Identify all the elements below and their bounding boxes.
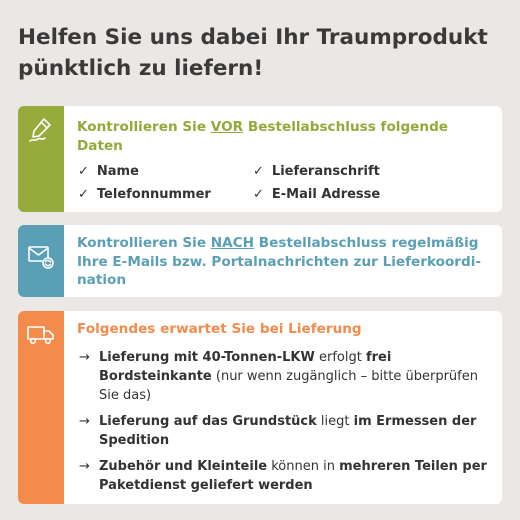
arrow-right-icon: → [79, 458, 90, 474]
card3-title: Folgendes erwartet Sie bei Lieferung [77, 321, 362, 337]
mail-sync-icon [26, 243, 56, 271]
delivery-item [77, 457, 492, 495]
card1-title-post: Bestellabschluss folgende Daten [77, 119, 449, 154]
arrow-right-icon: → [79, 349, 90, 365]
check-label: Lieferanschrift [271, 164, 380, 179]
pen-sign-icon [27, 116, 55, 144]
truck-icon [26, 323, 56, 347]
delivery-item [77, 412, 492, 450]
delivery-item-text [99, 412, 492, 450]
card1-title-emphasis: VOR [210, 119, 244, 135]
item-bold: im Ermessen der Spedition [99, 413, 477, 448]
card-stripe-green [18, 106, 64, 212]
card-stripe-blue [18, 225, 64, 297]
card2-title-emphasis: NACH [210, 235, 255, 251]
check-item [78, 164, 253, 179]
delivery-item-text [99, 457, 492, 495]
check-label: Telefonnummer [96, 187, 211, 202]
item-text: liegt [316, 413, 354, 429]
item-bold: Lieferung mit 40-Tonnen-LKW [99, 349, 315, 365]
card2-title-post: Bestellabschluss regelmäßig Ihre E-Mails bzw. Portalnachrichten zur Lieferkoordi-nation [77, 235, 482, 288]
item-text: können in [267, 458, 340, 474]
delivery-item-text [99, 348, 492, 405]
check-icon: ✓ [78, 164, 89, 179]
check-icon: ✓ [78, 187, 89, 202]
item-bold: Lieferung auf das Grundstück [99, 413, 317, 429]
card1-title [77, 118, 492, 155]
info-card-delivery [18, 311, 502, 504]
item-text: erfolgt [314, 349, 366, 365]
card2-title [77, 234, 492, 290]
arrow-right-icon: → [79, 413, 90, 429]
card-stripe-orange [18, 311, 64, 504]
item-bold: frei Bordsteinkante [99, 349, 392, 384]
item-bold: Zubehör und Kleinteile [99, 458, 268, 474]
info-card-after-order [18, 225, 502, 297]
check-label: E-Mail Adresse [271, 187, 381, 202]
check-item [78, 187, 253, 202]
check-label: Name [96, 164, 139, 179]
item-bold: mehreren Teilen per Paketdienst geliefert werden [99, 458, 487, 493]
delivery-item [77, 348, 492, 405]
item-text: (nur wenn zugänglich – bitte überprüfen Sie das) [99, 368, 478, 403]
card1-title-pre: Kontrollieren Sie [77, 119, 211, 135]
check-item [253, 164, 423, 179]
check-icon: ✓ [253, 164, 264, 179]
card2-title-pre: Kontrollieren Sie [77, 235, 211, 251]
check-list [78, 164, 492, 202]
check-icon: ✓ [253, 187, 264, 202]
headline: Helfen Sie uns dabei Ihr Traumprodukt pünktlich zu liefern! [18, 25, 488, 81]
info-card-before-order [18, 106, 502, 212]
check-item [253, 187, 423, 202]
